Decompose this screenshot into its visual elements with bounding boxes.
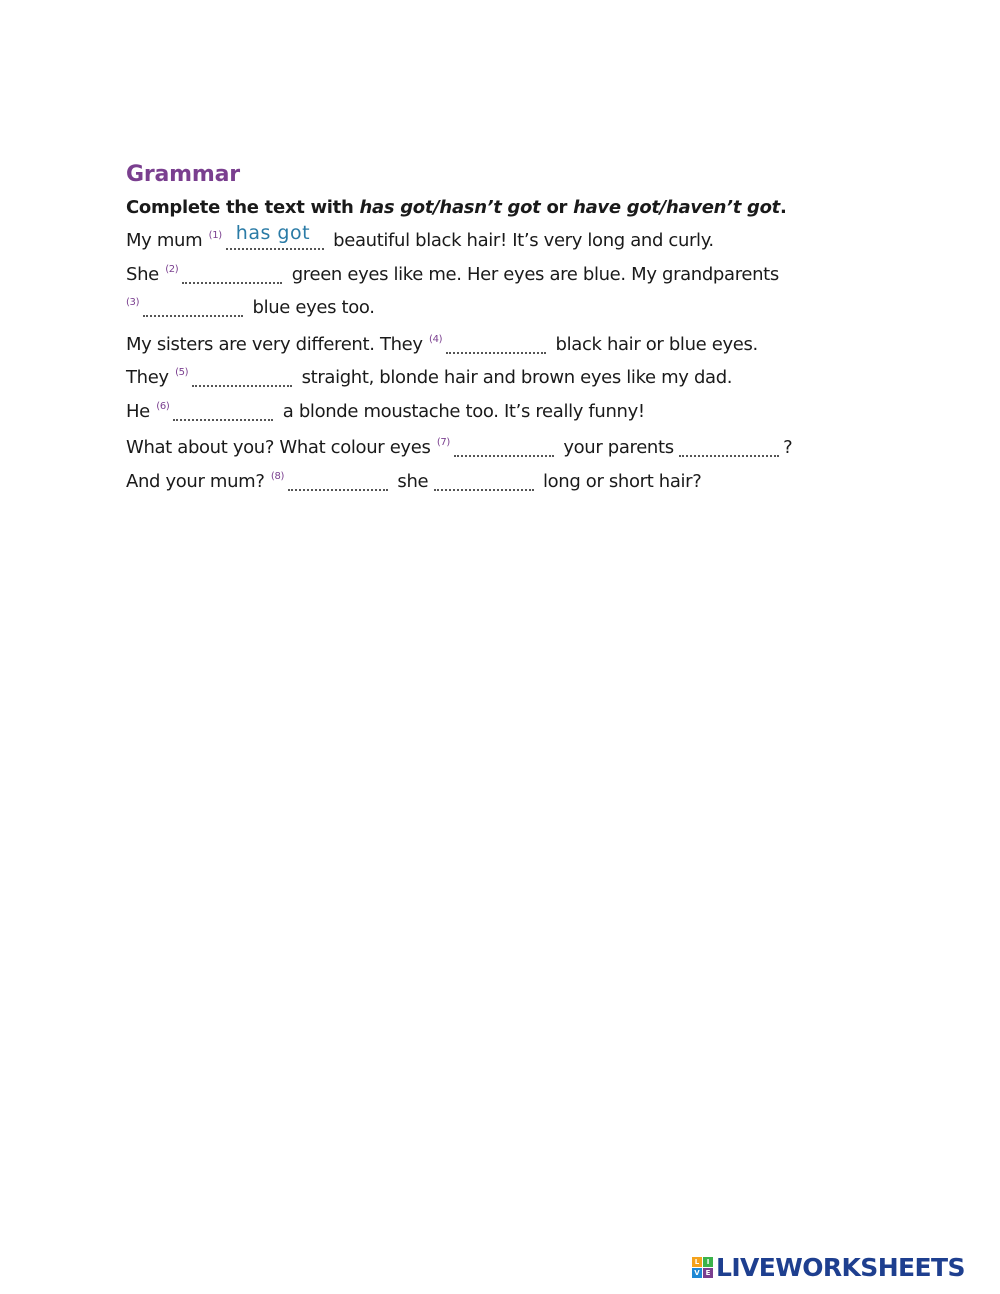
logo-mark-cell: V bbox=[692, 1268, 702, 1278]
text-line bbox=[126, 289, 886, 323]
sentence-text: green eyes like me. Her eyes are blue. My grandparents bbox=[291, 263, 779, 285]
sentence-text: ? bbox=[783, 437, 793, 458]
answer-gap-2[interactable] bbox=[182, 264, 282, 284]
logo-mark-cell: E bbox=[703, 1268, 713, 1278]
sentence-text: black hair or blue eyes. bbox=[555, 333, 758, 355]
answer-gap-4[interactable] bbox=[446, 334, 546, 354]
text-line bbox=[126, 359, 886, 393]
sentence-text: your parents bbox=[563, 437, 674, 458]
instruction-option-a: has got/hasn’t got bbox=[359, 197, 541, 218]
answer-gap-8b[interactable] bbox=[434, 471, 534, 491]
text-line bbox=[126, 463, 886, 497]
sentence-text: He bbox=[126, 400, 150, 422]
sentence-text: she bbox=[397, 470, 429, 492]
gap-number: (2) bbox=[165, 263, 179, 275]
gap-number: (4) bbox=[429, 333, 443, 345]
text-line bbox=[126, 222, 886, 256]
text-line bbox=[126, 256, 886, 290]
sentence-text: beautiful black hair! It’s very long and curly. bbox=[333, 230, 714, 251]
sentence-text: a blonde moustache too. It’s really funny! bbox=[282, 400, 645, 422]
sentence-text: My sisters are very different. They bbox=[126, 333, 423, 355]
gap-number: (3) bbox=[126, 297, 140, 308]
answer-gap-7b[interactable] bbox=[679, 437, 779, 457]
logo-mark-icon bbox=[692, 1257, 713, 1278]
sentence-text: What about you? What colour eyes bbox=[126, 437, 431, 458]
gap-number: (1) bbox=[208, 230, 222, 241]
answer-gap-8a[interactable] bbox=[288, 471, 388, 491]
gap-number: (6) bbox=[156, 400, 170, 412]
text-line bbox=[126, 393, 886, 427]
sentence-text: She bbox=[126, 263, 159, 285]
text-line bbox=[126, 326, 886, 360]
logo-text: LIVEWORKSHEETS bbox=[716, 1253, 965, 1282]
sentence-text: And your mum? bbox=[126, 470, 265, 492]
answer-gap-7a[interactable] bbox=[454, 437, 554, 457]
instruction-option-b: have got/haven’t got bbox=[573, 197, 780, 218]
instruction-suffix: . bbox=[779, 197, 787, 218]
section-heading: Grammar bbox=[126, 162, 240, 187]
exercise-instruction bbox=[126, 197, 886, 218]
instruction-prefix: Complete the text with bbox=[126, 197, 360, 218]
answer-gap-5[interactable] bbox=[192, 367, 292, 387]
answer-gap-1[interactable] bbox=[226, 221, 324, 250]
answer-gap-6[interactable] bbox=[173, 401, 273, 421]
paragraph-3 bbox=[126, 429, 886, 496]
paragraph-1 bbox=[126, 222, 886, 323]
gap-number: (5) bbox=[175, 367, 189, 378]
answer-gap-3[interactable] bbox=[143, 297, 243, 317]
text-line bbox=[126, 429, 886, 463]
sentence-text: blue eyes too. bbox=[252, 297, 375, 318]
instruction-connector: or bbox=[540, 197, 574, 218]
gap-number: (7) bbox=[436, 437, 450, 448]
sentence-text: They bbox=[126, 367, 169, 388]
liveworksheets-logo bbox=[692, 1253, 965, 1282]
logo-mark-cell: I bbox=[703, 1257, 713, 1267]
sentence-text: My mum bbox=[126, 230, 203, 251]
grammar-exercise bbox=[126, 162, 886, 499]
logo-mark-cell: L bbox=[692, 1257, 702, 1267]
answer-text: has got bbox=[235, 221, 311, 244]
sentence-text: long or short hair? bbox=[542, 470, 702, 492]
gap-number: (8) bbox=[270, 470, 285, 482]
sentence-text: straight, blonde hair and brown eyes like my dad. bbox=[301, 367, 733, 388]
paragraph-2 bbox=[126, 326, 886, 427]
